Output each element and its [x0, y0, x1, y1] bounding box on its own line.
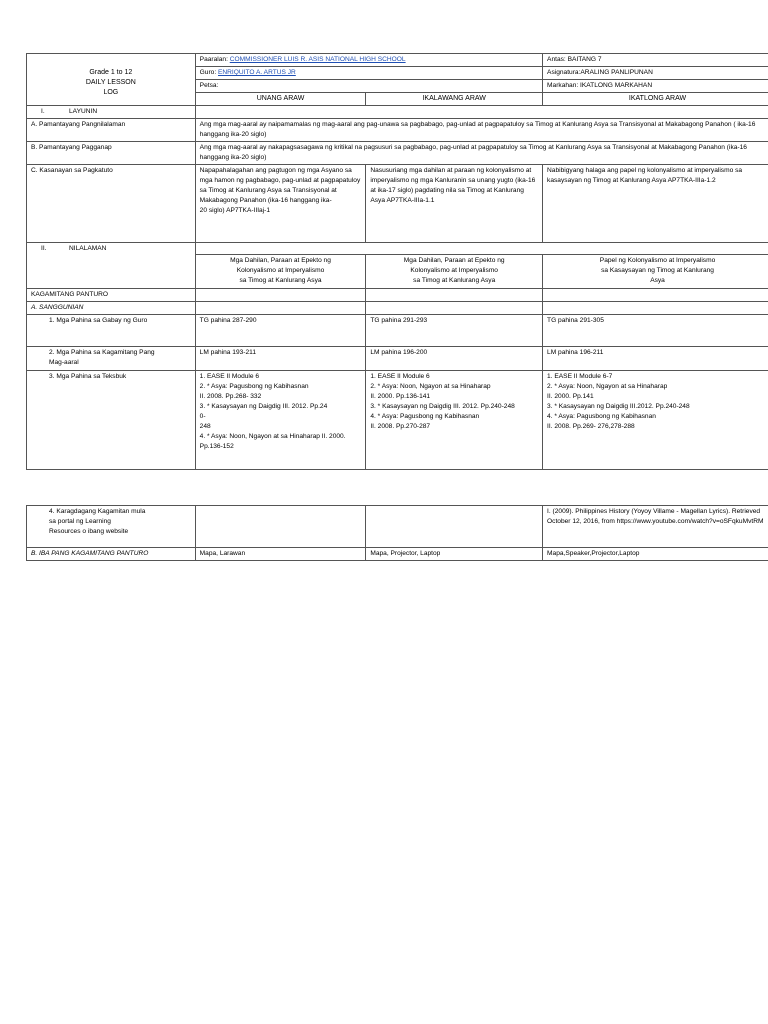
iba-pang-day2: Mapa, Projector, Laptop — [366, 548, 543, 561]
teksbuk-day1: 1. EASE II Module 6 2. * Asya: Pagusbong ng Kabihasnan II. 2008. Pp.268- 332 3. * Kasaysayan ng Daigdig III. 2012. Pp.24 0- 248 4. * Asya: Noon, Ngayon at sa Hinaharap II. 2000. Pp.136-152 — [195, 371, 366, 470]
nilalaman-label: NILALAMAN — [69, 245, 107, 252]
antas-cell: Antas: BAITANG 7 — [543, 54, 768, 67]
day-header: UNANG ARAW — [195, 93, 366, 106]
karagdagang-day3: I. (2009). Philippines History (Yoyoy Villame - Magellan Lyrics). Retrieved October 12, 2016, from https://www.youtube.com/watch?v=oSFqkuMvtRM — [543, 506, 768, 548]
nilalaman-topic-day2: Mga Dahilan, Paraan at Epekto ng Kolonyalismo at Imperyalismo sa Timog at Kanlurang Asya — [366, 255, 543, 289]
row-label: C. Kasanayan sa Pagkatuto — [27, 165, 196, 243]
kasanayan-day1: Napapahalagahan ang pagtugon ng mga Asyano sa mga hamon ng pagbabago, pag-unlad at pagpapatuloy sa Timog at Kanlurang Asya sa Transisyonal at Makabagong Panahon (ika-16 hanggang ika- 20 siglo) AP7TKA-IIIaj-1 — [195, 165, 366, 243]
empty-cell — [366, 289, 543, 302]
empty-cell — [195, 302, 366, 315]
kasanayan-day3: Nabibigyang halaga ang papel ng kolonyalismo at imperyalismo sa kasaysayan ng Timog at Kanlurang Asya AP7TKA-IIIa-1.2 — [543, 165, 768, 243]
layunin-heading — [27, 106, 196, 119]
kagamitang-magaaral-day3: LM pahina 196-211 — [543, 347, 768, 371]
day-header: IKATLONG ARAW — [543, 93, 768, 106]
empty-cell — [195, 289, 366, 302]
row-label: 3. Mga Pahina sa Teksbuk — [27, 371, 196, 470]
empty-cell — [543, 302, 768, 315]
pamantayang-pangnilalaman-text: Ang mga mag-aaral ay naipamamalas ng mag-aaral ang pag-unawa sa pagbabago, pag-unlad at pagpapatuloy sa Timog at Kanlurang Asya sa Transisyonal at Makabagong Panahon ( ika-16 hanggang ika-20 siglo) — [195, 119, 768, 142]
asignatura-cell: Asignatura:ARALING PANLIPUNAN — [543, 67, 768, 80]
nilalaman-heading — [27, 243, 196, 289]
layunin-number: I. — [41, 108, 45, 115]
karagdagang-day2 — [366, 506, 543, 548]
teksbuk-day2: 1. EASE II Module 6 2. * Asya: Noon, Ngayon at sa Hinaharap II. 2000. Pp.136-141 3. * Kasaysayan ng Daigdig III. 2012. Pp.240-248 4. * Asya: Pagusbong ng Kabihasnan II. 2008. Pp.270-287 — [366, 371, 543, 470]
markahan-cell: Markahan: IKATLONG MARKAHAN — [543, 80, 768, 93]
paaralan-value: COMMISSIONER LUIS R. ASIS NATIONAL HIGH SCHOOL — [229, 56, 406, 63]
nilalaman-number: II. — [41, 245, 47, 252]
empty-cell — [543, 289, 768, 302]
gabay-guro-day3: TG pahina 291-305 — [543, 315, 768, 347]
day-header: IKALAWANG ARAW — [366, 93, 543, 106]
row-label: 1. Mga Pahina sa Gabay ng Guro — [27, 315, 196, 347]
teksbuk-day3: 1. EASE II Module 6-7 2. * Asya: Noon, Ngayon at sa Hinaharap II. 2000. Pp.141 3. * Kasaysayan ng Daigdig III.2012. Pp.240-248 4. * Asya: Pagusbong ng Kabihasnan II. 2008. Pp.269- 276,278-288 — [543, 371, 768, 470]
daily-lesson-log-table-continued — [26, 505, 768, 561]
empty-cell — [195, 106, 768, 119]
nilalaman-topic-day3: Papel ng Kolonyalismo at Imperyalismo sa Kasaysayan ng Timog at Kanlurang Asya — [543, 255, 768, 289]
row-label: B. Pamantayang Pagganap — [27, 142, 196, 165]
grade-title-line: DAILY LESSON — [85, 79, 136, 86]
daily-lesson-log-table — [26, 53, 768, 470]
iba-pang-day3: Mapa,Speaker,Projector,Laptop — [543, 548, 768, 561]
gabay-guro-day2: TG pahina 291-293 — [366, 315, 543, 347]
nilalaman-topic-day1: Mga Dahilan, Paraan at Epekto ng Kolonyalismo at Imperyalismo sa Timog at Kanlurang Asya — [195, 255, 366, 289]
row-label: 4. Karagdagang Kagamitan mula sa portal ng Learning Resources o ibang website — [27, 506, 196, 548]
iba-pang-kagamitan-heading: B. IBA PANG KAGAMITANG PANTURO — [27, 548, 196, 561]
pamantayang-pagganap-text: Ang mga mag-aaral ay nakapagsasagawa ng kritikal na pagsusuri sa pagbabago, pag-unlad at pagpapatuloy sa Timog at Kanlurang Asya sa Transisyonal at Makabagong Panahon (ika-16 hanggang ika-20 siglo) — [195, 142, 768, 165]
grade-title-line: LOG — [103, 89, 119, 96]
guro-cell — [195, 67, 542, 80]
paaralan-label: Paaralan: — [199, 56, 230, 63]
sanggunian-heading: A. SANGGUNIAN — [27, 302, 196, 315]
kagamitang-magaaral-day1: LM pahina 193-211 — [195, 347, 366, 371]
grade-title-cell — [27, 54, 196, 106]
empty-cell — [366, 302, 543, 315]
paaralan-cell — [195, 54, 542, 67]
kagamitang-magaaral-day2: LM pahina 196-200 — [366, 347, 543, 371]
layunin-label: LAYUNIN — [69, 108, 98, 115]
guro-label: Guro: — [199, 69, 218, 76]
row-label: 2. Mga Pahina sa Kagamitang Pang Mag-aaral — [27, 347, 196, 371]
grade-title-line: Grade 1 to 12 — [89, 69, 133, 76]
gabay-guro-day1: TG pahina 287-290 — [195, 315, 366, 347]
empty-cell — [195, 243, 768, 255]
guro-value: ENRIQUITO A. ARTUS JR — [218, 69, 296, 76]
petsa-cell: Petsa: — [195, 80, 542, 93]
kasanayan-day2: Nasusuriang mga dahilan at paraan ng kolonyalismo at imperyalismo ng mga Kanluranin sa unang yugto (ika-16 at ika-17 siglo) pagdating nila sa Timog at Kanlurang Asya AP7TKA-IIIa-1.1 — [366, 165, 543, 243]
kagamitang-panturo-heading: KAGAMITANG PANTURO — [27, 289, 196, 302]
karagdagang-day1 — [195, 506, 366, 548]
row-label: A. Pamantayang Pangnilalaman — [27, 119, 196, 142]
iba-pang-day1: Mapa, Larawan — [195, 548, 366, 561]
